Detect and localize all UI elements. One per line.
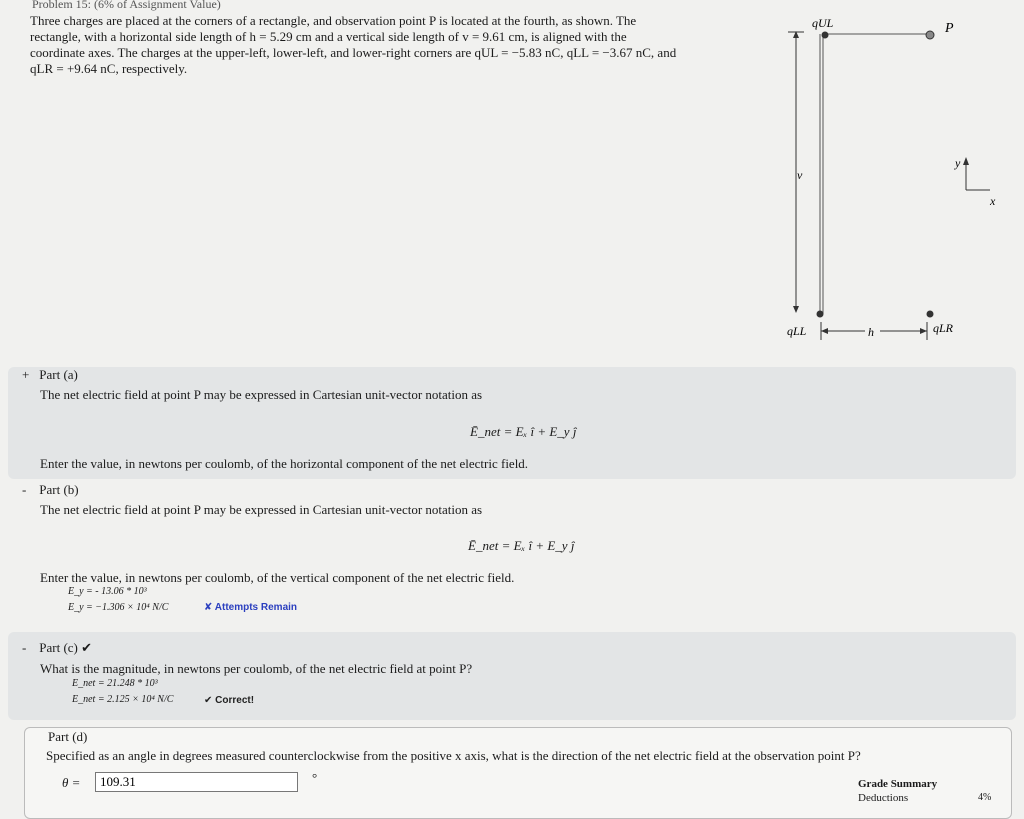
part-b-equation: Ē_net = Eₓ î + E_y ĵ bbox=[468, 538, 575, 553]
part-b-title[interactable]: Part (b) bbox=[39, 482, 79, 497]
label-q-ll: qLL bbox=[787, 324, 807, 338]
degree-symbol: ° bbox=[312, 770, 318, 785]
problem-header: Problem 15: (6% of Assignment Value) bbox=[32, 0, 221, 11]
part-b-entry-result: E_y = −1.306 × 10⁴ N/C bbox=[68, 602, 169, 613]
part-b-entry-input: E_y = - 13.06 * 10³ bbox=[68, 586, 147, 597]
y-axis-arrow bbox=[963, 157, 969, 165]
collapse-toggle[interactable]: - bbox=[22, 640, 27, 655]
label-q-lr: qLR bbox=[933, 321, 954, 335]
part-a-header[interactable] bbox=[22, 367, 78, 383]
part-b-question: Enter the value, in newtons per coulomb, of the vertical component of the net electric field. bbox=[40, 570, 515, 585]
part-c-entry-input: E_net = 21.248 * 10³ bbox=[72, 678, 158, 689]
h-arrow-right bbox=[920, 328, 927, 334]
deductions-value: 4% bbox=[978, 792, 992, 803]
label-x: x bbox=[990, 194, 996, 208]
expand-toggle[interactable]: + bbox=[22, 367, 30, 382]
label-q-ul: qUL bbox=[812, 16, 834, 30]
part-a-title[interactable]: Part (a) bbox=[39, 367, 78, 382]
part-c-entry-result: E_net = 2.125 × 10⁴ N/C bbox=[72, 694, 174, 705]
statement-line: rectangle, with a horizontal side length of h = 5.29 cm and a vertical side length of v = 9.61 cm, is aligned with the bbox=[30, 29, 627, 44]
label-h: h bbox=[868, 325, 874, 339]
angle-answer-input[interactable] bbox=[95, 772, 298, 792]
statement-line: Three charges are placed at the corners of a rectangle, and observation point P is located at the fourth, as shown. The bbox=[30, 13, 637, 28]
charge-ll-dot bbox=[817, 311, 824, 318]
charge-ul-dot bbox=[822, 32, 829, 39]
part-c-question: What is the magnitude, in newtons per coulomb, of the net electric field at point P? bbox=[40, 661, 473, 676]
statement-line: qLR = +9.64 nC, respectively. bbox=[30, 61, 188, 76]
charge-lr-dot bbox=[927, 311, 934, 318]
label-y: y bbox=[955, 156, 961, 170]
part-b-prompt: The net electric field at point P may be expressed in Cartesian unit-vector notation as bbox=[40, 502, 483, 517]
statement-line: coordinate axes. The charges at the upper-left, lower-left, and lower-right corners are qUL = −5.83 nC, qLL = −3.67 nC, and bbox=[30, 45, 677, 60]
correct-status: ✔ Correct! bbox=[204, 695, 255, 706]
part-a-prompt: The net electric field at point P may be expressed in Cartesian unit-vector notation as bbox=[40, 387, 483, 402]
part-d-question: Specified as an angle in degrees measured counterclockwise from the positive x axis, what is the direction of the net electric field at the observation point P? bbox=[46, 748, 861, 763]
part-b-header[interactable] bbox=[22, 482, 79, 498]
h-arrow-left bbox=[821, 328, 828, 334]
part-c-header[interactable] bbox=[22, 640, 92, 656]
label-v: v bbox=[797, 168, 803, 182]
theta-label: θ = bbox=[62, 775, 81, 790]
grade-summary-label[interactable]: Grade Summary bbox=[858, 778, 938, 790]
part-a-question: Enter the value, in newtons per coulomb, of the horizontal component of the net electric field. bbox=[40, 456, 529, 471]
attempts-remain-status: ✘ Attempts Remain bbox=[204, 602, 298, 613]
part-d-title[interactable]: Part (d) bbox=[48, 729, 88, 744]
rectangle-diagram bbox=[785, 10, 996, 350]
point-p-dot bbox=[926, 31, 934, 39]
label-p: P bbox=[945, 21, 954, 36]
collapse-toggle[interactable]: - bbox=[22, 482, 27, 497]
v-arrow-bottom bbox=[793, 306, 799, 313]
problem-statement bbox=[30, 13, 790, 77]
part-a-equation: Ē_net = Eₓ î + E_y ĵ bbox=[470, 424, 577, 439]
part-c-title[interactable]: Part (c) ✔ bbox=[39, 640, 93, 655]
deductions-label: Deductions bbox=[858, 792, 909, 804]
